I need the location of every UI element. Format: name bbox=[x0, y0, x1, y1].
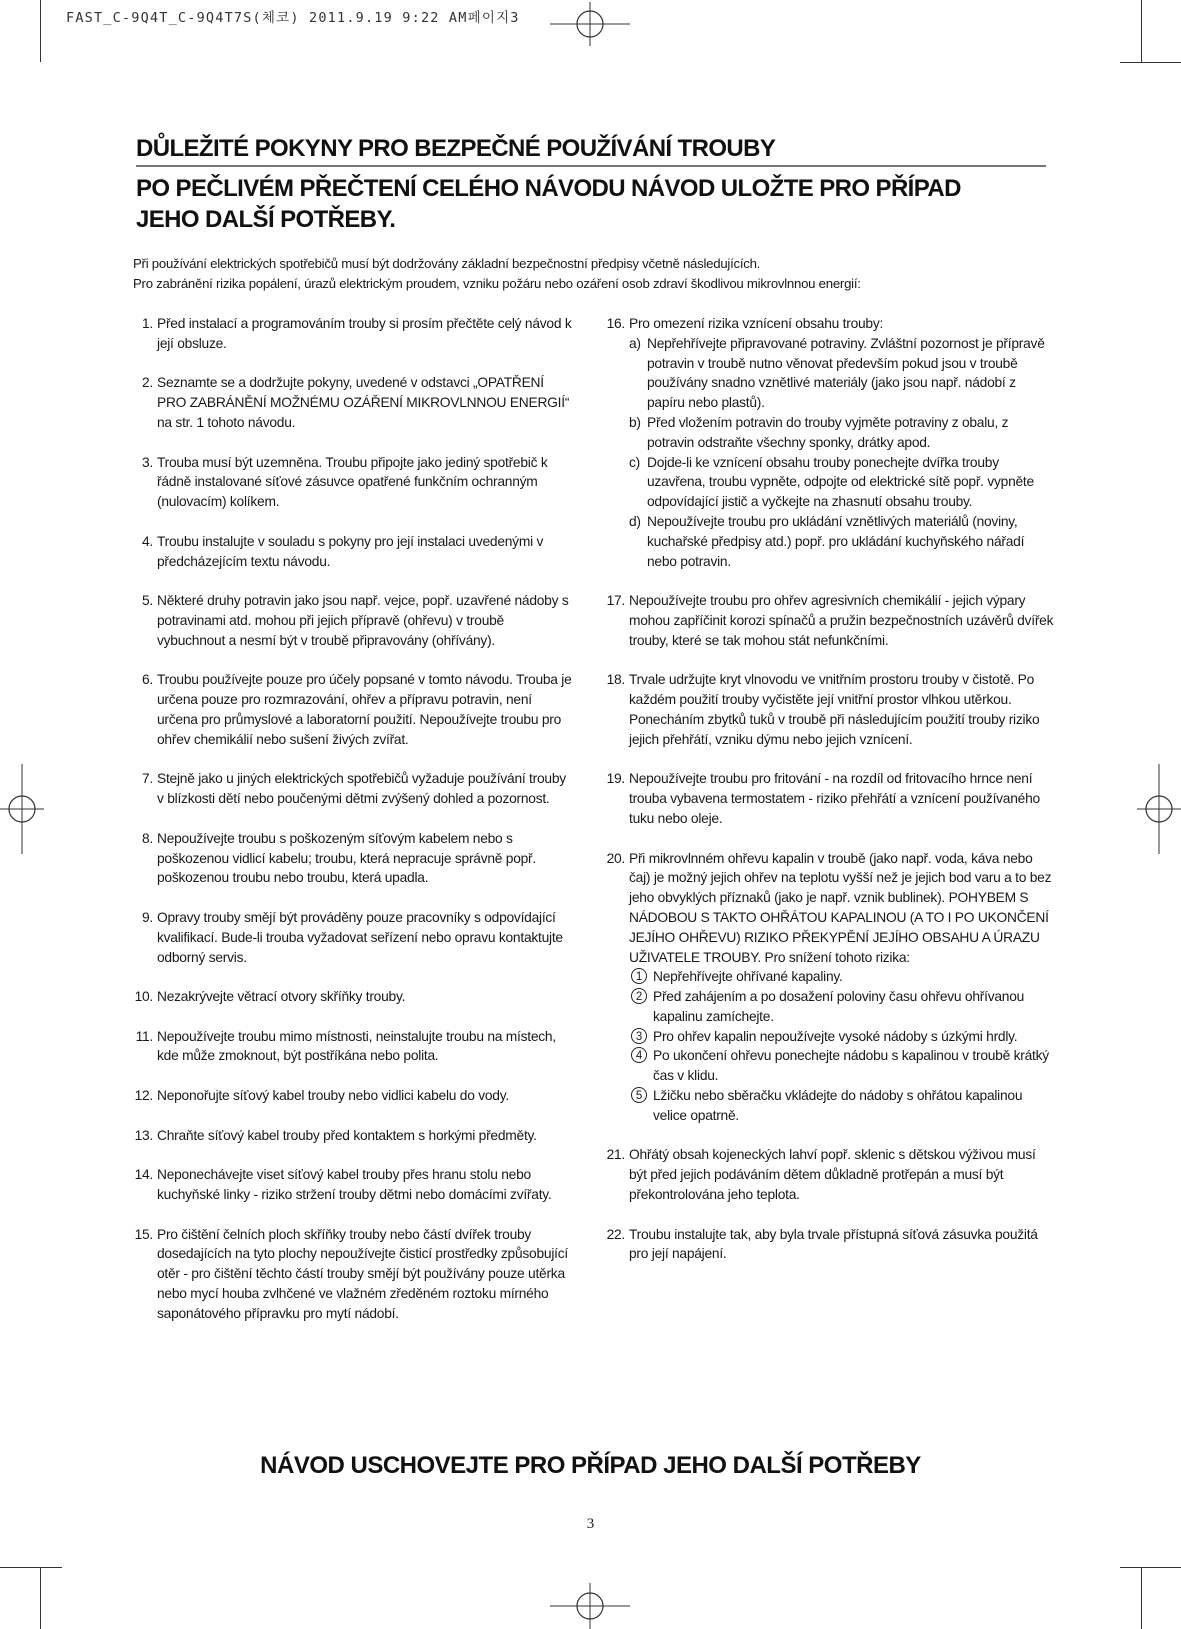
list-item bbox=[133, 591, 573, 650]
step-item bbox=[629, 1027, 1055, 1047]
sub-item-text: Před vložením potravin do trouby vyjměte potraviny z obalu, z potravin odstraňte všechny sponky, drátky apod. bbox=[647, 414, 1009, 450]
sub-item-label: c) bbox=[629, 454, 640, 470]
title-block bbox=[136, 133, 1046, 235]
sub-item bbox=[629, 413, 1055, 453]
step-number-circle: 5 bbox=[631, 1087, 647, 1103]
sub-item bbox=[629, 512, 1055, 571]
sub-item-label: b) bbox=[629, 414, 641, 430]
step-item bbox=[629, 1046, 1055, 1086]
list-item bbox=[605, 591, 1055, 650]
item-text: Nepoužívejte troubu pro fritování - na rozdíl od fritovacího hrnce není trouba vybavena termostatem - riziko přehřátí a vznícení používaného tuku nebo oleje. bbox=[629, 771, 1040, 826]
list-item bbox=[605, 849, 1055, 1126]
item-number: 8. bbox=[141, 830, 153, 846]
item-text: Stejně jako u jiných elektrických spotřebičů vyžaduje používání trouby v blízkosti dětí nebo poučenými dětmi zvýšený dohled a pozornost. bbox=[157, 771, 566, 807]
item-text: Troubu instalujte tak, aby byla trvale přístupná síťová zásuvka použitá pro její napájení. bbox=[629, 1226, 1038, 1262]
item-number: 4. bbox=[141, 533, 153, 549]
crop-mark-top-left-v bbox=[40, 0, 41, 62]
item-number: 14. bbox=[134, 1167, 153, 1183]
list-item bbox=[133, 1086, 573, 1106]
list-item bbox=[605, 769, 1055, 828]
list-item bbox=[133, 769, 573, 809]
item-text: Před instalací a programováním trouby si prosím přečtěte celý návod k její obsluze. bbox=[157, 316, 572, 351]
list-item bbox=[133, 532, 573, 572]
page-subtitle-line-2: JEHO DALŠÍ POTŘEBY. bbox=[136, 206, 396, 233]
print-header: FAST_C-9Q4T_C-9Q4T7S(체코) 2011.9.19 9:22 AM페이지3 bbox=[66, 10, 520, 26]
item-number: 22. bbox=[606, 1226, 625, 1242]
item-text: Pro čištění čelních ploch skříňky trouby nebo částí dvířek trouby dosedajících na tyto plochy nepoužívejte čisticí prostředky způsobující otěr - pro čištění těchto částí trouby smějí být používány pouze utěrka nebo mycí houba zvlhčené ve vlažném zředěném roztoku mírného saponátového přípravku pro mytí nádobí. bbox=[157, 1226, 568, 1321]
list-item bbox=[133, 1027, 573, 1067]
step-text: Po ukončení ohřevu ponechejte nádobu s kapalinou v troubě krátký čas v klidu. bbox=[653, 1048, 1049, 1084]
item-text: Neponořujte síťový kabel trouby nebo vidlici kabelu do vody. bbox=[157, 1088, 509, 1104]
item-text: Trvale udržujte kryt vlnovodu ve vnitřním prostoru trouby v čistotě. Po každém použití trouby vyčistěte její vnitřní prostor vlhkou utěrkou. Ponecháním zbytků tuků v troubě při následujícím použití trouby riziko jejich přehřátí, vzniku dýmu nebo jejich vznícení. bbox=[629, 672, 1040, 747]
item-number: 11. bbox=[135, 1028, 153, 1044]
sub-item-text: Nepoužívejte troubu pro ukládání vznětlivých materiálů (noviny, kuchařské předpisy atd.) popř. pro ukládání kuchyňského nářadí nebo potravin. bbox=[647, 513, 1025, 569]
step-number-circle: 2 bbox=[631, 988, 647, 1004]
item-number: 7. bbox=[141, 771, 153, 787]
list-item bbox=[133, 1225, 573, 1324]
step-item bbox=[629, 1086, 1055, 1126]
list-item bbox=[133, 1165, 573, 1205]
list-item bbox=[133, 373, 573, 432]
item-text: Nepoužívejte troubu pro ohřev agresivních chemikálií - jejich výpary mohou zapříčinit korozi spínačů a pružin bezpečnostních uzávěrů dvířek trouby, které se tak mohou stát nefunkčními. bbox=[629, 593, 1054, 648]
list-item bbox=[133, 908, 573, 967]
left-column bbox=[133, 314, 573, 1343]
item-number: 5. bbox=[141, 593, 153, 609]
sub-item-text: Nepřehřívejte připravované potraviny. Zvláštní pozornost je přípravě potravin v troubě nutno věnovat především pokud jsou v troubě používány snadno vznětlivé materiály (jako jsou např. nádobí z papíru nebo plastů). bbox=[647, 335, 1045, 411]
list-item bbox=[605, 670, 1055, 749]
crop-mark-bottom-left-v bbox=[40, 1567, 41, 1629]
step-number-circle: 1 bbox=[631, 968, 647, 984]
sub-item-label: a) bbox=[629, 335, 641, 351]
item-text: Ohřátý obsah kojeneckých lahví popř. sklenic s dětskou výživou musí být před jejich podáváním dětem důkladně protřepán a musí být překontrolována jeho teplota. bbox=[629, 1147, 1036, 1203]
page-subtitle-line-1: PO PEČLIVÉM PŘEČTENÍ CELÉHO NÁVODU NÁVOD ULOŽTE PRO PŘÍPAD bbox=[136, 175, 961, 202]
crop-mark-top-right-v bbox=[1141, 0, 1142, 62]
page-title: DŮLEŽITÉ POKYNY PRO BEZPEČNÉ POUŽÍVÁNÍ TROUBY bbox=[136, 135, 776, 162]
list-item bbox=[133, 453, 573, 512]
item-number: 18. bbox=[606, 672, 625, 688]
item-text: Při mikrovlnném ohřevu kapalin v troubě (jako např. voda, káva nebo čaj) je možný jejich ohřev na teplotu vyšší než je jejich bod varu a to bez jeho obvyklých příznaků (jako je např. vznik bublinek). POHYBEM S NÁDOBOU S TAKTO OHŘÁTOU KAPALINOU (A TO I PO UKONČENÍ JEJÍHO OHŘEVU) RIZIKO PŘEKYPĚNÍ JEJÍHO OBSAHU A ÚRAZU UŽIVATELE TROUBY. Pro snížení tohoto rizika: bbox=[629, 850, 1052, 965]
item-number: 20. bbox=[606, 850, 625, 866]
step-text: Před zahájením a po dosažení poloviny času ohřevu ohřívanou kapalinu zamíchejte. bbox=[653, 989, 1025, 1024]
intro-line: Pro zabránění rizika popálení, úrazů elektrickým proudem, vzniku požáru nebo ozáření osob zdraví škodlivou mikrovlnnou energií: bbox=[133, 276, 861, 291]
item-text: Troubu používejte pouze pro účely popsané v tomto návodu. Trouba je určena pouze pro rozmrazování, ohřev a přípravu potravin, není určena pro průmyslové a laboratorní použití. Nepoužívejte troubu pro ohřev chemikálií nebo sušení živých zvířat. bbox=[157, 672, 572, 747]
item-text: Troubu instalujte v souladu s pokyny pro její instalaci uvedenými v předcházejícím textu návodu. bbox=[157, 533, 544, 569]
item-number: 21. bbox=[606, 1147, 625, 1163]
sub-item bbox=[629, 453, 1055, 512]
step-text: Lžičku nebo sběračku vkládejte do nádoby s ohřátou kapalinou velice opatrně. bbox=[653, 1088, 1023, 1123]
sub-item-text: Dojde-li ke vznícení obsahu trouby ponechejte dvířka trouby uzavřena, troubu vypněte, odpojte od elektrické sítě popř. vypněte odpovídající jistič a vyčkejte na zhasnutí obsahu trouby. bbox=[647, 454, 1034, 510]
item-number: 9. bbox=[141, 909, 153, 925]
item-number: 12. bbox=[134, 1088, 153, 1104]
crop-mark-top-right-h bbox=[1120, 62, 1181, 63]
item-number: 17. bbox=[606, 593, 625, 609]
list-item bbox=[605, 314, 1055, 571]
list-item bbox=[605, 1145, 1055, 1204]
registration-mark-top-icon bbox=[550, 2, 630, 46]
item-number: 19. bbox=[606, 771, 625, 787]
item-text: Seznamte se a dodržujte pokyny, uvedené v odstavci „OPATŘENÍ PRO ZABRÁNĚNÍ MOŽNÉMU OZÁŘENÍ MIKROVLNNOU ENERGIÍ“ na str. 1 tohoto návodu. bbox=[157, 375, 570, 430]
item-text: Chraňte síťový kabel trouby před kontaktem s horkými předměty. bbox=[157, 1127, 537, 1143]
list-item bbox=[133, 314, 573, 354]
item-number: 15. bbox=[134, 1226, 153, 1242]
intro bbox=[133, 254, 1063, 294]
registration-mark-right-icon bbox=[1137, 764, 1181, 854]
item-text: Neponechávejte viset síťový kabel trouby přes hranu stolu nebo kuchyňské linky - riziko stržení trouby dětmi nebo domácími zvířaty. bbox=[157, 1167, 552, 1203]
right-column bbox=[605, 314, 1055, 1284]
item-text: Nezakrývejte větrací otvory skříňky trouby. bbox=[157, 989, 406, 1005]
step-item bbox=[629, 967, 1055, 987]
item-text: Trouba musí být uzemněna. Troubu připojte jako jediný spotřebič k řádně instalované síťové zásuvce opatřené funkčním ochranným (nulovacím) kolíkem. bbox=[157, 454, 548, 510]
item-number: 10. bbox=[134, 989, 153, 1005]
footer-heading: NÁVOD USCHOVEJTE PRO PŘÍPAD JEHO DALŠÍ POTŘEBY bbox=[260, 1452, 921, 1479]
intro-line: Při používání elektrických spotřebičů musí být dodržovány základní bezpečnostní předpisy včetně následujících. bbox=[133, 256, 761, 271]
sub-item bbox=[629, 334, 1055, 413]
crop-mark-bottom-right-h bbox=[1120, 1567, 1181, 1568]
item-text: Nepoužívejte troubu s poškozeným síťovým kabelem nebo s poškozenou vidlicí kabelu; troubu, která nepracuje správně popř. poškozenou troubu nebo troubu, která upadla. bbox=[157, 830, 536, 886]
crop-mark-bottom-left-h bbox=[0, 1567, 62, 1568]
list-item bbox=[133, 670, 573, 749]
step-number-circle: 4 bbox=[631, 1047, 647, 1063]
item-number: 2. bbox=[141, 375, 153, 391]
item-text: Pro omezení rizika vznícení obsahu trouby: bbox=[629, 316, 884, 331]
registration-mark-left-icon bbox=[0, 764, 44, 854]
step-text: Pro ohřev kapalin nepoužívejte vysoké nádoby s úzkými hrdly. bbox=[653, 1028, 1018, 1044]
item-number: 13. bbox=[134, 1127, 153, 1143]
list-item bbox=[133, 987, 573, 1007]
item-number: 1. bbox=[141, 316, 153, 331]
crop-mark-bottom-right-v bbox=[1141, 1567, 1142, 1629]
item-number: 3. bbox=[141, 454, 153, 470]
step-number-circle: 3 bbox=[631, 1028, 647, 1044]
item-text: Nepoužívejte troubu mimo místnosti, neinstalujte troubu na místech, kde může zmoknout, být postříkána nebo polita. bbox=[157, 1028, 556, 1064]
sub-item-label: d) bbox=[629, 513, 641, 529]
page-number: 3 bbox=[586, 1516, 595, 1532]
list-item bbox=[133, 829, 573, 888]
list-item bbox=[133, 1126, 573, 1146]
step-text: Nepřehřívejte ohřívané kapaliny. bbox=[653, 969, 843, 985]
item-number: 6. bbox=[141, 672, 153, 688]
list-item bbox=[605, 1225, 1055, 1265]
step-item bbox=[629, 987, 1055, 1027]
item-text: Některé druhy potravin jako jsou např. vejce, popř. uzavřené nádoby s potravinami atd. mohou při jejich přípravě (ohřevu) v troubě vybuchnout a nesmí být v troubě připravovány (ohřívány). bbox=[157, 593, 569, 648]
title-rule bbox=[136, 165, 1046, 167]
item-number: 16. bbox=[606, 316, 625, 331]
item-text: Opravy trouby smějí být prováděny pouze pracovníky s odpovídající kvalifikací. Bude-li trouba vyžadovat seřízení nebo opravu kontaktujte odborný servis. bbox=[157, 909, 563, 965]
registration-mark-bottom-icon bbox=[550, 1583, 630, 1629]
